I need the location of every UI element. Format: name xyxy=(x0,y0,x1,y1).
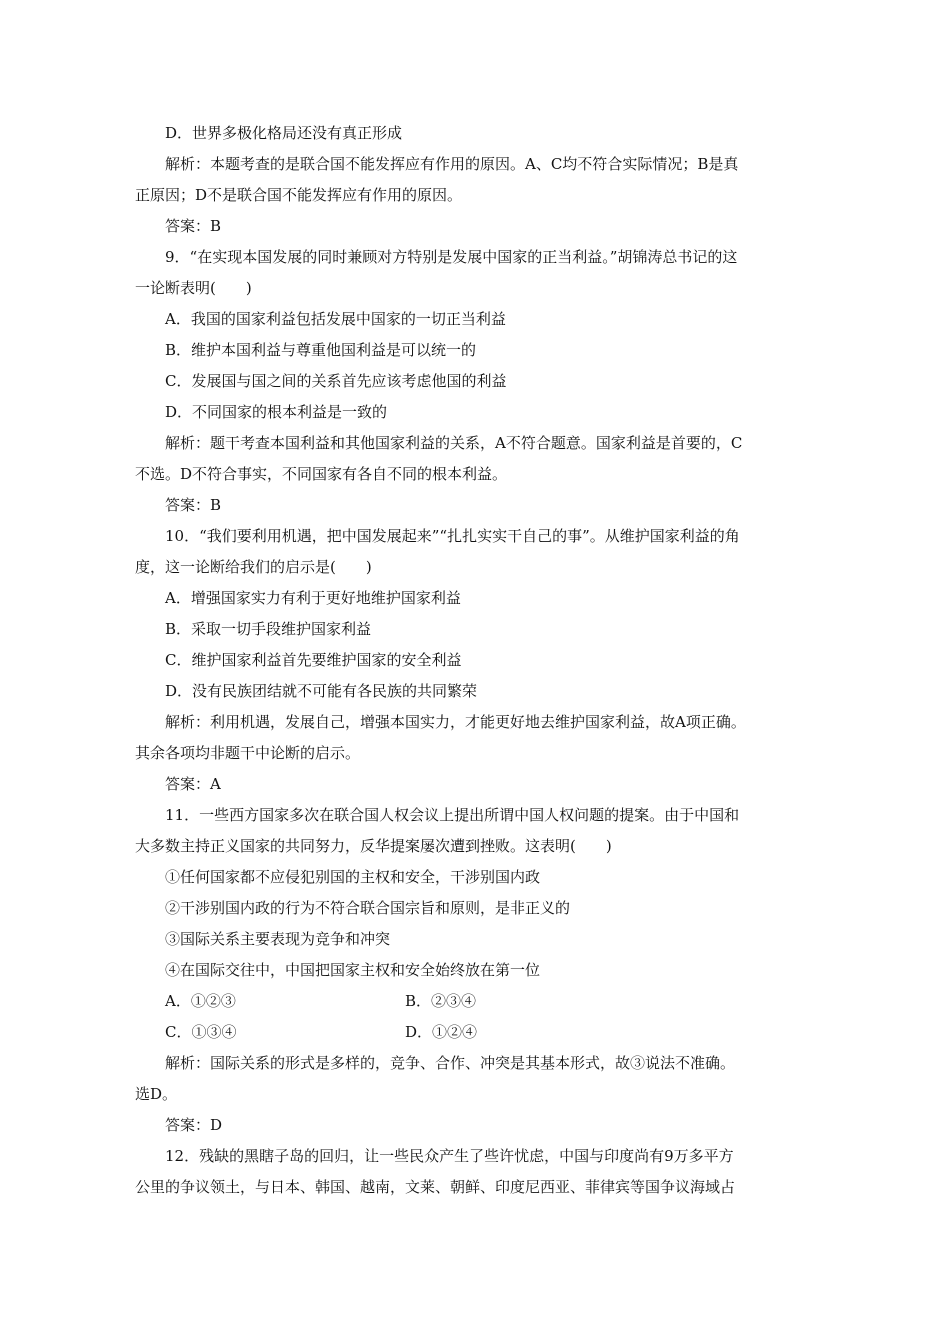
question-text xyxy=(135,118,815,1203)
q11-statement-2: ②干涉别国内政的行为不符合联合国宗旨和原则，是非正义的 xyxy=(165,899,571,917)
q11-option-a: A．①②③ xyxy=(165,992,236,1010)
q11-analysis-line-1: 解析：国际关系的形式是多样的，竞争、合作、冲突是其基本形式，故③说法不准确。 xyxy=(165,1054,736,1072)
q10-option-b: B．采取一切手段维护国家利益 xyxy=(165,620,372,638)
q9-option-c: C．发展国与国之间的关系首先应该考虑他国的利益 xyxy=(165,372,507,390)
q10-analysis-line-1: 解析：利用机遇，发展自己，增强本国实力，才能更好地去维护国家利益，故A项正确。 xyxy=(165,713,746,731)
q10-stem-line-1: 10．“我们要利用机遇，把中国发展起来”“扎扎实实干自己的事”。从维护国家利益的角 xyxy=(165,527,740,545)
q10-option-c: C．维护国家利益首先要维护国家的安全利益 xyxy=(165,651,462,669)
q11-stem-line-1: 11．一些西方国家多次在联合国人权会议上提出所谓中国人权问题的提案。由于中国和 xyxy=(165,806,740,824)
q11-option-b: B．②③④ xyxy=(405,992,477,1010)
q11-analysis-line-2: 选D。 xyxy=(135,1085,178,1103)
q9-stem-line-1: 9．“在实现本国发展的同时兼顾对方特别是发展中国家的正当利益。”胡锦涛总书记的这 xyxy=(165,248,738,266)
q10-option-d: D．没有民族团结就不可能有各民族的共同繁荣 xyxy=(165,682,478,700)
q9-answer: 答案：B xyxy=(165,496,222,514)
q11-stem-line-2: 大多数主持正义国家的共同努力，反华提案屡次遭到挫败。这表明( ) xyxy=(135,837,612,855)
q12-stem-line-2: 公里的争议领土，与日本、韩国、越南，文莱、朝鲜、印度尼西亚、菲律宾等国争议海域占 xyxy=(135,1178,736,1196)
q11-statement-3: ③国际关系主要表现为竞争和冲突 xyxy=(165,930,391,948)
q9-stem-line-2: 一论断表明( ) xyxy=(135,279,252,297)
q11-options-row-2 xyxy=(135,1017,815,1048)
q8-answer: 答案：B xyxy=(165,217,222,235)
q9-analysis-line-2: 不选。D不符合事实，不同国家有各自不同的根本利益。 xyxy=(135,465,508,483)
q10-option-a: A．增强国家实力有利于更好地维护国家利益 xyxy=(165,589,461,607)
q11-options-row-1 xyxy=(135,986,815,1017)
q9-analysis-line-1: 解析：题干考查本国利益和其他国家利益的关系，A不符合题意。国家利益是首要的，C xyxy=(165,434,743,452)
q9-option-b: B．维护本国利益与尊重他国利益是可以统一的 xyxy=(165,341,477,359)
q9-option-d: D．不同国家的根本利益是一致的 xyxy=(165,403,388,421)
q8-analysis-line-2: 正原因；D不是联合国不能发挥应有作用的原因。 xyxy=(135,186,463,204)
q12-stem-line-1: 12．残缺的黑瞎子岛的回归，让一些民众产生了些许忧虑，中国与印度尚有9万多平方 xyxy=(165,1147,734,1165)
q8-option-d: D．世界多极化格局还没有真正形成 xyxy=(165,124,403,142)
q10-answer: 答案：A xyxy=(165,775,221,793)
q11-statement-4: ④在国际交往中，中国把国家主权和安全始终放在第一位 xyxy=(165,961,541,979)
q10-stem-line-2: 度，这一论断给我们的启示是( ) xyxy=(135,558,372,576)
q11-option-d: D．①②④ xyxy=(405,1023,478,1041)
q9-option-a: A．我国的国家利益包括发展中国家的一切正当利益 xyxy=(165,310,506,328)
q8-analysis-line-1: 解析：本题考查的是联合国不能发挥应有作用的原因。A、C均不符合实际情况；B是真 xyxy=(165,155,739,173)
q11-option-c: C．①③④ xyxy=(165,1023,237,1041)
q11-answer: 答案：D xyxy=(165,1116,223,1134)
q11-statement-1: ①任何国家都不应侵犯别国的主权和安全，干涉别国内政 xyxy=(165,868,541,886)
q10-analysis-line-2: 其余各项均非题干中论断的启示。 xyxy=(135,744,361,762)
